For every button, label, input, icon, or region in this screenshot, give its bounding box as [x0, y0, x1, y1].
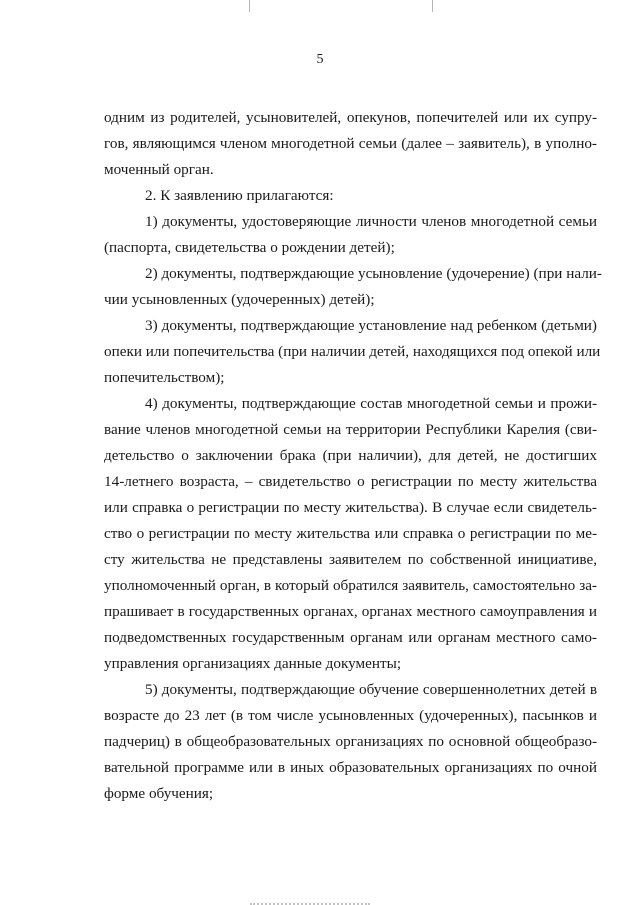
text-line: одним из родителей, усыновителей, опекунов, попечителей или их супру-: [104, 109, 597, 126]
text-line: чии усыновленных (удочеренных) детей);: [104, 291, 375, 308]
text-line: возрасте до 23 лет (в том числе усыновленных (удочеренных), пасынков и: [104, 707, 597, 724]
text-line: моченный орган.: [104, 161, 214, 178]
text-line: попечительством);: [104, 369, 225, 386]
text-line: или справка о регистрации по месту жительства). В случае если свидетель-: [104, 499, 597, 516]
text-line: прашивает в государственных органах, органах местного самоуправления и: [104, 603, 597, 620]
text-line: вательной программе или в иных образовательных организациях по очной: [104, 759, 597, 776]
text-line: опеки или попечительства (при наличии детей, находящихся под опекой или: [104, 343, 601, 360]
text-line: вание членов многодетной семьи на территории Республики Карелия (сви-: [104, 421, 597, 438]
text-line: (паспорта, свидетельства о рождении детей);: [104, 239, 395, 256]
text-line: 2) документы, подтверждающие усыновление (удочерение) (при нали-: [145, 265, 602, 282]
text-line: сту жительства не представлены заявителем по собственной инициативе,: [104, 551, 597, 568]
text-line: 14-летнего возраста, – свидетельство о регистрации по месту жительства: [104, 473, 597, 490]
text-line: управления организациях данные документы;: [104, 655, 402, 672]
text-line: 2. К заявлению прилагаются:: [145, 187, 334, 204]
scan-artifact: [250, 900, 370, 905]
text-line: падчериц) в общеобразовательных организациях по основной общеобразо-: [104, 733, 597, 750]
text-line: уполномоченный орган, в который обратился заявитель, самостоятельно за-: [104, 577, 597, 594]
text-line: 4) документы, подтверждающие состав многодетной семьи и прожи-: [145, 395, 597, 412]
text-line: гов, являющимся членом многодетной семьи (далее – заявитель), в уполно-: [104, 135, 597, 152]
text-line: форме обучения;: [104, 785, 214, 802]
text-line: 3) документы, подтверждающие установление над ребенком (детьми): [145, 317, 597, 334]
text-line: ство о регистрации по месту жительства или справка о регистрации по ме-: [104, 525, 597, 542]
page-number: 5: [316, 52, 324, 67]
text-line: детельство о заключении брака (при наличии), для детей, не достигших: [104, 447, 597, 464]
text-line: 5) документы, подтверждающие обучение совершеннолетних детей в: [145, 681, 597, 698]
text-line: подведомственных государственным органам или органам местного само-: [104, 629, 597, 646]
page-top-left-mark: [249, 0, 250, 12]
text-line: 1) документы, удостоверяющие личности членов многодетной семьи: [145, 213, 597, 230]
page-top-right-mark: [432, 0, 433, 12]
